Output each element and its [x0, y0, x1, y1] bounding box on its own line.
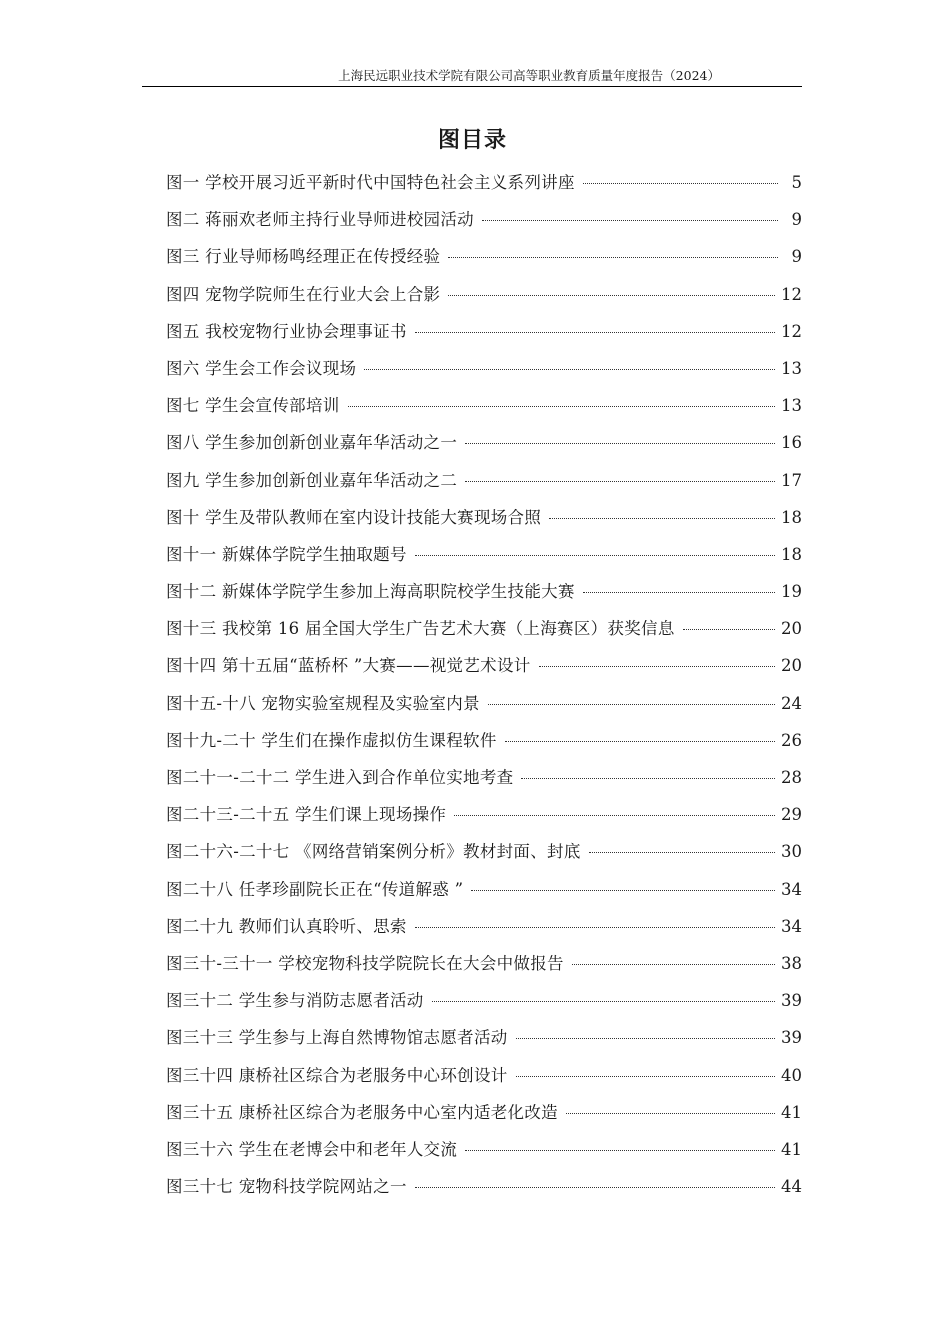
toc-entry[interactable]	[166, 540, 802, 577]
toc-entry-label: 图十九-二十 学生们在操作虚拟仿生课程软件	[166, 730, 497, 750]
toc-entry-page-number: 28	[781, 768, 802, 787]
toc-entry-label: 图二十六-二十七 《网络营销案例分析》教材封面、封底	[166, 842, 581, 862]
toc-entry-page-number: 9	[791, 210, 802, 230]
toc-entry-page-number: 39	[781, 991, 802, 1011]
toc-entry[interactable]	[166, 205, 802, 242]
toc-entry-page-number: 41	[781, 1102, 802, 1122]
toc-entry-label: 图四 宠物学院师生在行业大会上合影	[166, 284, 441, 304]
dot-leader	[539, 666, 775, 667]
toc-entry[interactable]	[166, 689, 802, 726]
toc-entry-page-number: 20	[781, 619, 802, 639]
toc-entry[interactable]	[166, 280, 802, 317]
dot-leader	[505, 741, 775, 742]
toc-entry-page-number: 44	[781, 1177, 802, 1197]
toc-entry-page-number: 41	[781, 1139, 802, 1159]
dot-leader	[415, 555, 775, 556]
toc-entry-label: 图三十四 康桥社区综合为老服务中心环创设计	[166, 1065, 508, 1085]
toc-entry-label: 图二 蒋丽欢老师主持行业导师进校园活动	[166, 210, 474, 230]
dot-leader	[589, 852, 775, 853]
toc-entry-page-number: 30	[781, 842, 802, 862]
dot-leader	[521, 778, 775, 779]
toc-title: 图目录	[437, 127, 507, 153]
toc-entry-page-number: 24	[781, 693, 802, 713]
dot-leader	[549, 518, 775, 519]
dot-leader	[432, 1001, 775, 1002]
toc-entry-page-number: 38	[781, 953, 802, 973]
toc-entry-page-number: 18	[781, 507, 802, 527]
dot-leader	[465, 1150, 775, 1151]
toc-entry[interactable]	[166, 168, 802, 205]
toc-entry[interactable]	[166, 726, 802, 763]
dot-leader	[583, 592, 775, 593]
dot-leader	[583, 183, 778, 184]
toc-entry-label: 图三十-三十一 学校宠物科技学院院长在大会中做报告	[166, 953, 564, 973]
toc-entry-label: 图二十三-二十五 学生们课上现场操作	[166, 805, 447, 825]
dot-leader	[448, 295, 775, 296]
dot-leader	[683, 629, 775, 630]
toc-entry-label: 图十一 新媒体学院学生抽取题号	[166, 544, 407, 564]
toc-entry-page-number: 5	[791, 173, 802, 192]
toc-entry-label: 图八 学生参加创新创业嘉年华活动之一	[166, 433, 458, 453]
toc-entry-label: 图三十五 康桥社区综合为老服务中心室内适老化改造	[166, 1102, 558, 1122]
toc-entry[interactable]	[166, 837, 802, 874]
toc-entry-page-number: 17	[781, 470, 802, 490]
page-header	[142, 68, 802, 87]
toc-entry-label: 图三十六 学生在老博会中和老年人交流	[166, 1139, 458, 1159]
toc-entry[interactable]	[166, 354, 802, 391]
toc-entry-page-number: 34	[781, 916, 802, 936]
dot-leader	[516, 1076, 775, 1077]
toc-entry[interactable]	[166, 391, 802, 428]
toc-entry-page-number: 16	[781, 433, 802, 453]
toc-entry-label: 图五 我校宠物行业协会理事证书	[166, 321, 407, 341]
dot-leader	[364, 369, 775, 370]
toc-entry-label: 图三十三 学生参与上海自然博物馆志愿者活动	[166, 1028, 508, 1048]
toc-entry-page-number: 26	[781, 730, 802, 750]
toc-entry-label: 图二十一-二十二 学生进入到合作单位实地考查	[166, 768, 514, 787]
toc-entry-page-number: 40	[781, 1065, 802, 1085]
toc-entry-label: 图十四 第十五届“蓝桥杯 ”大赛——视觉艺术设计	[166, 656, 531, 676]
toc-entry[interactable]	[166, 875, 802, 912]
toc-entry[interactable]	[166, 1135, 802, 1172]
toc-entry-page-number: 29	[781, 805, 802, 825]
toc-entry-label: 图十五-十八 宠物实验室规程及实验室内景	[166, 693, 480, 713]
toc-entry-label: 图二十八 任孝珍副院长正在“传道解惑 ”	[166, 879, 464, 899]
toc-entry-label: 图一 学校开展习近平新时代中国特色社会主义系列讲座	[166, 173, 575, 192]
dot-leader	[348, 406, 775, 407]
dot-leader	[488, 704, 775, 705]
toc-entry-page-number: 12	[781, 284, 802, 304]
dot-leader	[572, 964, 775, 965]
toc-entry-page-number: 13	[781, 358, 802, 378]
toc-entry[interactable]	[166, 1172, 802, 1209]
dot-leader	[415, 332, 775, 333]
dot-leader	[566, 1113, 775, 1114]
toc-entry[interactable]	[166, 317, 802, 354]
toc-entry-label: 图九 学生参加创新创业嘉年华活动之二	[166, 470, 458, 490]
toc-entry-label: 图十二 新媒体学院学生参加上海高职院校学生技能大赛	[166, 582, 575, 602]
toc-entry[interactable]	[166, 614, 802, 651]
toc-entry-page-number: 9	[791, 247, 802, 267]
toc-entry[interactable]	[166, 800, 802, 837]
toc-entry-page-number: 20	[781, 656, 802, 676]
toc-entry[interactable]	[166, 577, 802, 614]
toc-entry-label: 图七 学生会宣传部培训	[166, 396, 340, 416]
dot-leader	[482, 220, 778, 221]
toc-list	[166, 168, 802, 1209]
toc-entry[interactable]	[166, 986, 802, 1023]
toc-entry-label: 图十三 我校第 16 届全国大学生广告艺术大赛（上海赛区）获奖信息	[166, 619, 675, 639]
dot-leader	[448, 257, 778, 258]
toc-entry[interactable]	[166, 1061, 802, 1098]
dot-leader	[465, 481, 775, 482]
toc-entry[interactable]	[166, 242, 802, 279]
toc-entry[interactable]	[166, 1098, 802, 1135]
toc-entry-page-number: 13	[781, 396, 802, 416]
toc-entry-label: 图二十九 教师们认真聆听、思索	[166, 916, 407, 936]
dot-leader	[415, 927, 775, 928]
toc-entry-label: 图三 行业导师杨鸣经理正在传授经验	[166, 247, 441, 267]
dot-leader	[516, 1038, 775, 1039]
toc-entry[interactable]	[166, 651, 802, 688]
toc-entry-label: 图三十二 学生参与消防志愿者活动	[166, 991, 424, 1011]
toc-entry[interactable]	[166, 912, 802, 949]
dot-leader	[465, 443, 775, 444]
dot-leader	[415, 1187, 775, 1188]
header-text: 上海民远职业技术学院有限公司高等职业教育质量年度报告（2024）	[338, 68, 720, 83]
toc-entry[interactable]	[166, 949, 802, 986]
toc-entry-page-number: 39	[781, 1028, 802, 1048]
toc-entry[interactable]	[166, 466, 802, 503]
toc-entry[interactable]	[166, 763, 802, 800]
toc-entry[interactable]	[166, 1023, 802, 1060]
toc-entry[interactable]	[166, 503, 802, 540]
dot-leader	[471, 890, 775, 891]
toc-entry-page-number: 18	[781, 544, 802, 564]
toc-entry-page-number: 12	[781, 321, 802, 341]
toc-entry-page-number: 34	[781, 879, 802, 899]
toc-entry-label: 图十 学生及带队教师在室内设计技能大赛现场合照	[166, 507, 542, 527]
toc-entry-page-number: 19	[781, 582, 802, 602]
toc-entry-label: 图六 学生会工作会议现场	[166, 358, 357, 378]
toc-entry[interactable]	[166, 428, 802, 465]
toc-entry-label: 图三十七 宠物科技学院网站之一	[166, 1177, 407, 1197]
dot-leader	[454, 815, 775, 816]
